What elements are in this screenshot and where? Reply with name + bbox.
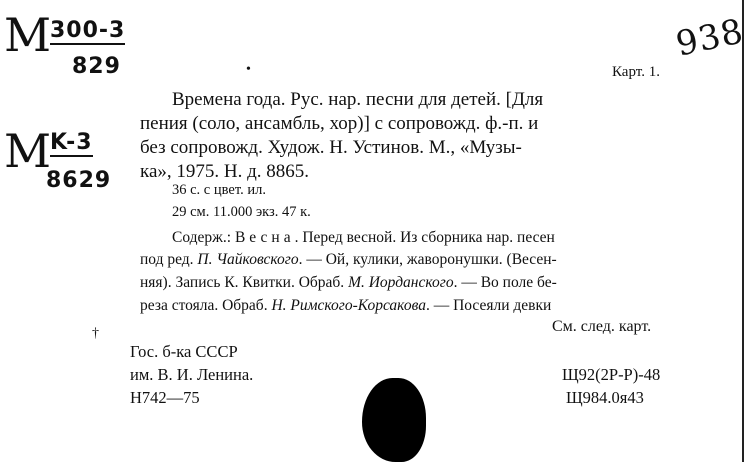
handwritten-corner-number: 938	[672, 11, 748, 65]
contents-season: Весна	[234, 229, 295, 246]
handwritten-letter-mid: M	[4, 124, 53, 178]
classification-line-2: Щ984.0я43	[566, 388, 644, 407]
classification-line-1: Щ92(2Р-Р)-48	[562, 365, 661, 384]
entry-line-3: без сопровожд. Худож. Н. Устинов. М., «Музы-	[140, 137, 522, 158]
physical-pages: 36 с. с цвет. ил.	[172, 182, 266, 198]
library-line-3: Н742—75	[130, 388, 200, 407]
handwritten-number-top: 829	[72, 54, 121, 79]
entry-line-4: ка», 1975. Н. д. 8865.	[140, 161, 310, 182]
handwritten-number-mid: 8629	[46, 168, 112, 193]
handwritten-shelf-mid: K-3	[50, 130, 93, 155]
handwritten-letter-top: M	[4, 8, 53, 62]
contents-line-4: реза стояла. Обраб. Н. Римского-Корсакова. — Посеяли девки	[140, 297, 552, 314]
card-number-label: Карт. 1.	[612, 64, 660, 80]
contents-line-2: под ред. П. Чайковского. — Ой, кулики, жаворонушки. (Весен-	[140, 251, 557, 268]
arranger-name: Н. Римского-Корсакова	[271, 297, 426, 314]
contents-line-1: Содерж.: Весна. Перед весной. Из сборника нар. песен	[172, 229, 555, 246]
stray-mark: •	[246, 62, 251, 77]
next-card-note: См. след. карт.	[552, 318, 652, 335]
entry-line-2: пения (соло, ансамбль, хор)] с сопровожд. ф.-п. и	[140, 113, 539, 134]
handwritten-shelf-top: 300-3	[50, 18, 126, 43]
editor-name: П. Чайковского	[197, 251, 299, 268]
entry-line-1: Времена года. Рус. нар. песни для детей. [Для	[172, 89, 544, 110]
library-line-2: им. В. И. Ленина.	[130, 365, 254, 384]
arranger-name: М. Иорданского	[348, 274, 454, 291]
library-line-1: Гос. б-ка СССР	[130, 342, 238, 361]
card-right-border	[742, 0, 744, 462]
contents-line-3: няя). Запись К. Квитки. Обраб. М. Иорданского. — Во поле бе-	[140, 274, 557, 291]
stray-mark: †	[92, 326, 99, 341]
physical-size: 29 см. 11.000 экз. 47 к.	[172, 204, 311, 220]
card-punch-hole	[362, 378, 426, 462]
